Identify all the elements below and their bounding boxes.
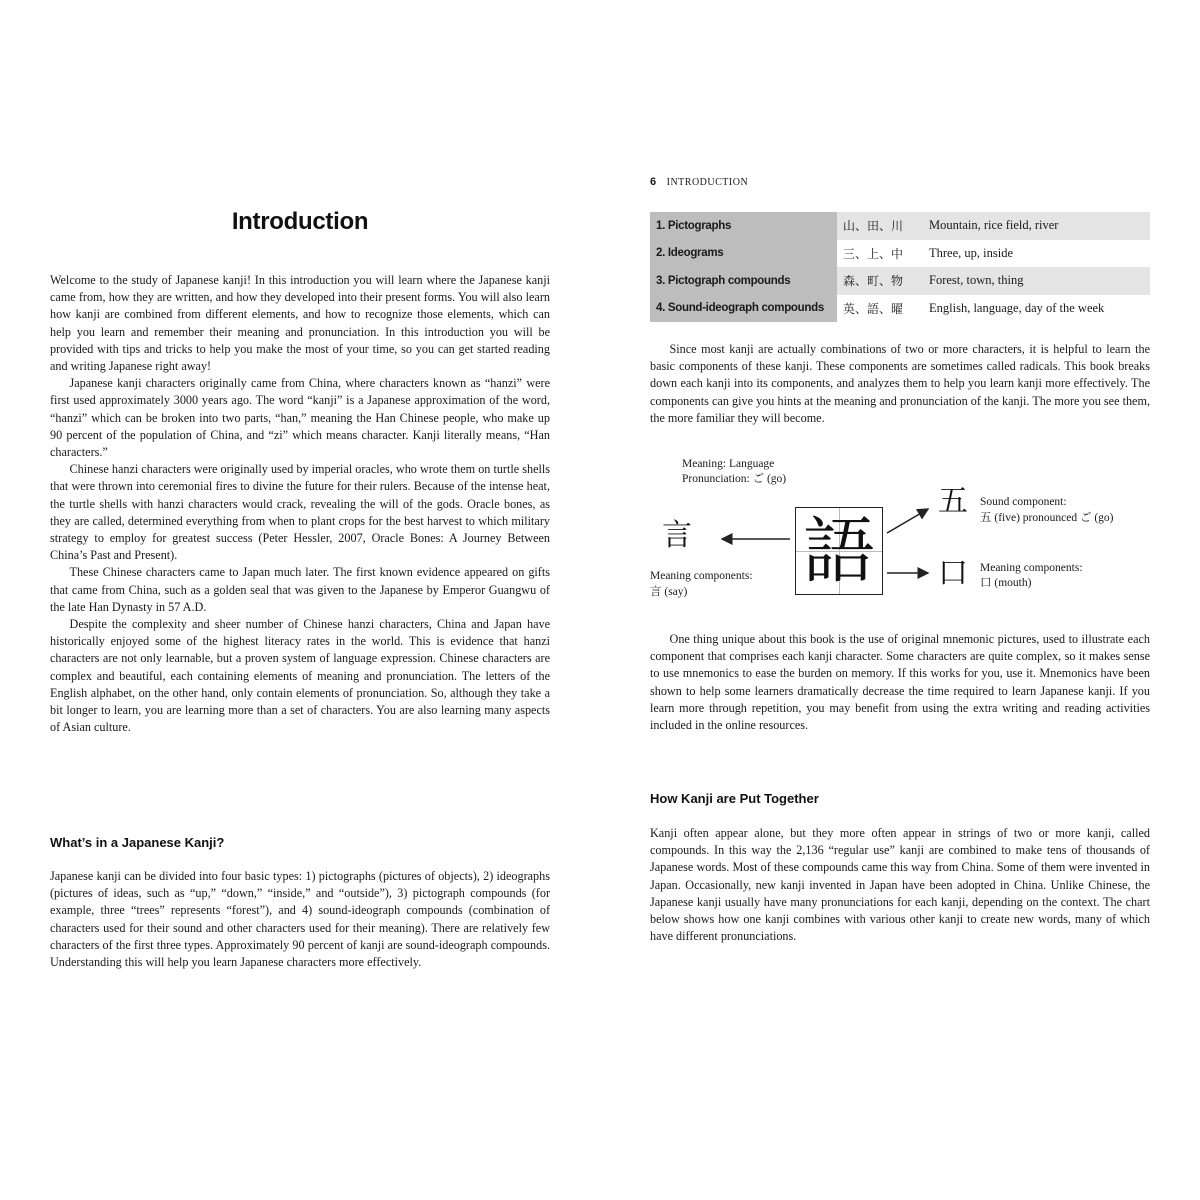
diagram-pronunciation-label: Pronunciation: ご (go) <box>682 473 787 485</box>
type-name: 4. Sound-ideograph compounds <box>650 295 837 323</box>
left-component-detail: 言 (say) <box>650 586 688 598</box>
type-meaning: Mountain, rice field, river <box>923 212 1150 240</box>
chapter-title: Introduction <box>231 208 369 235</box>
paragraph: One thing unique about this book is the use of original mnemonic pictures, used to illustrate each component that comprises each kanji character. Some characters are quite complex, so it makes sense to use mnemonics to ease the burden on memory. If this works for you, use it. Mnemonics have been shown to help some learners dramatically decrease the time required to learn Japanese kanji. If you learn more through repetition, you may benefit from using the extra writing and reading activities included in the online resources. <box>650 632 1150 733</box>
paragraph: Welcome to the study of Japanese kanji! In this introduction you will learn where the Japanese kanji came from, how they are written, and how they developed into their present forms. You will also learn how kanji are combined from different elements, and how to recognize those elements, which can help you learn and remember their meaning and pronunciation. In this introduction you will be provided with tips and tricks to help you make the most of your time, so you can get started reading and writing Japanese right away! <box>50 273 550 374</box>
type-kanji: 森、町、物 <box>837 267 923 295</box>
meaning-component-kanji: 口 <box>938 556 968 591</box>
main-kanji: 語 <box>802 509 875 593</box>
right-page <box>650 0 1150 1200</box>
type-meaning: English, language, day of the week <box>923 295 1150 323</box>
section-text-block <box>50 868 550 971</box>
sound-component-label: Sound component: <box>980 496 1067 508</box>
section-heading: What’s in a Japanese Kanji? <box>50 835 225 850</box>
arrow-to-sound-component <box>887 509 928 533</box>
intro-text-block <box>50 272 550 736</box>
paragraph: Japanese kanji can be divided into four basic types: 1) pictographs (pictures of objects), 2) ideographs (pictures of ideas, such as “up,” “down,” “inside,” and “outside”), 3) pictograph compounds (for example, three “trees” represents “forest”), and 4) sound-ideograph compounds (combination of characters used for their sound and other characters used for their meaning). There are relatively few characters of the first three types. Approximately 90 percent of kanji are sound-ideograph compounds. Understanding this will help you learn Japanese characters more effectively. <box>50 869 550 970</box>
left-component-kanji: 言 <box>662 518 692 553</box>
type-kanji: 三、上、中 <box>837 240 923 268</box>
kanji-component-diagram <box>650 455 1150 605</box>
kanji-types-table <box>650 212 1150 322</box>
table-row <box>650 240 1150 268</box>
components-text-block <box>650 341 1150 427</box>
table-row <box>650 212 1150 240</box>
diagram-meaning-label: Meaning: Language <box>682 458 775 470</box>
page-number: 6 <box>650 176 657 188</box>
paragraph: Japanese kanji characters originally came from China, where characters known as “hanzi” were first used approximately 3000 years ago. The word “kanji” is a Japanese approximation of the word, “hanzi” which can be broken into two parts, “han,” meaning the Han Chinese people, who make up 90 percent of the population of China, and “zi” which means character. Kanji literally means, “Han characters.” <box>50 376 550 460</box>
section-heading: How Kanji are Put Together <box>650 791 819 806</box>
paragraph: Chinese hanzi characters were originally used by imperial oracles, who wrote them on turtle shells that were thrown into ceremonial fires to divine the future for their rulers. Because of the intense heat, the turtle shells with hanzi characters would crack, revealing the will of the gods. Oracle bones, as they are called, determined everything from when to plant crops for the best harvest to which military strategy to employ for greatest success (Peter Hessler, 2007, Oracle Bones: A Journey Between China’s Past and Present). <box>50 462 550 563</box>
type-meaning: Forest, town, thing <box>923 267 1150 295</box>
paragraph: Since most kanji are actually combinations of two or more characters, it is helpful to learn the basic components of these kanji. These components are sometimes called radicals. This book breaks down each kanji into its components, and analyzes them to help you learn kanji more effectively. The components can give you hints at the meaning and pronunciation of the kanji. The more you see them, the more familiar they will become. <box>650 342 1150 425</box>
running-head <box>650 176 748 188</box>
left-page <box>50 0 550 1200</box>
type-meaning: Three, up, inside <box>923 240 1150 268</box>
mnemonics-text-block <box>650 631 1150 734</box>
paragraph: These Chinese characters came to Japan much later. The first known evidence appeared on gifts that came from China, such as a golden seal that was given to the Japanese by Emperor Guangwu of the late Han Dynasty in 57 A.D. <box>50 565 550 614</box>
main-kanji-box <box>795 507 883 595</box>
type-name: 3. Pictograph compounds <box>650 267 837 295</box>
table-row <box>650 295 1150 323</box>
type-kanji: 山、田、川 <box>837 212 923 240</box>
type-name: 2. Ideograms <box>650 240 837 268</box>
sound-component-detail: 五 (five) pronounced ご (go) <box>980 512 1114 524</box>
meaning-component-detail: 口 (mouth) <box>980 577 1032 589</box>
sound-component-kanji: 五 <box>938 484 968 519</box>
paragraph: Kanji often appear alone, but they more often appear in strings of two or more kanji, called compounds. In this way the 2,136 “regular use” kanji are combined to make tens of thousands of Japanese words. Most of these compounds came this way from China. Some of them were invented in Japan. Occasionally, new kanji invented in Japan have been adopted in China. Unlike Chinese, the Japanese kanji usually have many pronunciations for each kanji, depending on the context. The chart below shows how one kanji combines with various other kanji to create new words, many of which have different pronunciations. <box>650 826 1150 944</box>
type-name: 1. Pictographs <box>650 212 837 240</box>
table-row <box>650 267 1150 295</box>
paragraph: Despite the complexity and sheer number of Chinese hanzi characters, China and Japan have historically enjoyed some of the highest literacy rates in the world. This is evidence that hanzi characters are not only learnable, but a proven system of language expression. Chinese characters are complex and beautiful, each containing elements of meaning and pronunciation. The letters of the English alphabet, on the other hand, only contain elements of pronunciation. So, although they take a bit longer to learn, you are learning more than a set of characters. You are also learning many aspects of Asian culture. <box>50 617 550 735</box>
compounds-text-block <box>650 825 1150 945</box>
type-kanji: 英、語、曜 <box>837 295 923 323</box>
meaning-component-label: Meaning components: <box>980 562 1083 574</box>
running-head-title: INTRODUCTION <box>666 177 749 188</box>
left-component-label: Meaning components: <box>650 570 753 582</box>
